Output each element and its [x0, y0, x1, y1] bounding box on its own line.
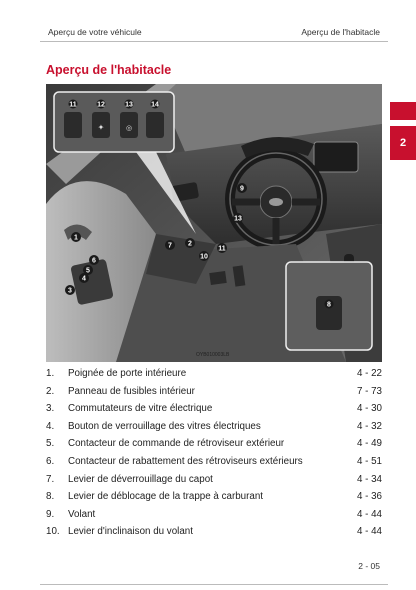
figure-code: OYB010003LB [196, 352, 230, 358]
callout-2: 2 [188, 240, 192, 248]
chapter-tab [390, 102, 416, 176]
center-display [314, 142, 358, 172]
callout-9: 9 [240, 185, 244, 193]
callout-11-b: 11 [218, 245, 226, 253]
callout-13-b: 13 [234, 215, 242, 223]
list-item [46, 401, 382, 419]
item-number: 4. [46, 420, 55, 432]
item-page: 4 - 22 [356, 368, 382, 379]
interior-drawing [46, 84, 382, 362]
item-page: 4 - 32 [356, 420, 382, 432]
interior-illustration [46, 84, 382, 362]
item-number: 3. [46, 403, 55, 415]
list-item [46, 472, 382, 490]
item-name: Commutateurs de vitre électrique [68, 403, 213, 415]
item-name: Levier de déblocage de la trappe à carburant [68, 491, 263, 503]
item-page: 4 - 49 [356, 438, 382, 450]
callout-8: 8 [327, 301, 331, 309]
list-item [46, 524, 382, 542]
item-name: Panneau de fusibles intérieur [68, 385, 195, 397]
callout-13: 13 [125, 101, 133, 109]
chapter-tab-number: 2 [390, 126, 416, 160]
item-page: 4 - 36 [356, 491, 382, 503]
item-number: 9. [46, 508, 55, 520]
svg-text:◎: ◎ [125, 125, 133, 132]
item-name: Levier d'inclinaison du volant [68, 526, 193, 538]
list-item [46, 366, 382, 384]
list-item [46, 436, 382, 454]
list-item [46, 454, 382, 472]
item-name: Poignée de porte intérieure [68, 368, 187, 379]
header-chapter-title: Aperçu de votre véhicule [48, 27, 142, 37]
section-title: Aperçu de l'habitacle [46, 63, 172, 77]
item-page: 4 - 30 [356, 403, 382, 415]
callout-3: 3 [68, 287, 72, 295]
callout-4: 4 [82, 275, 86, 283]
list-item [46, 384, 382, 402]
inset-fuel-lever [286, 262, 372, 350]
item-number: 8. [46, 491, 55, 503]
callout-7: 7 [168, 242, 172, 250]
item-name: Levier de déverrouillage du capot [68, 473, 213, 485]
item-number: 10. [46, 526, 60, 538]
svg-text:✦: ✦ [97, 123, 105, 132]
item-page: 4 - 34 [356, 473, 382, 485]
header-divider [40, 41, 388, 42]
callout-14: 14 [151, 101, 159, 109]
item-page: 4 - 44 [356, 508, 382, 520]
item-name: Bouton de verrouillage des vitres électriques [68, 420, 261, 432]
callout-12: 12 [97, 101, 105, 109]
item-name: Contacteur de rabattement des rétroviseurs extérieurs [68, 455, 303, 467]
chapter-tab-marker [390, 102, 416, 120]
item-page: 7 - 73 [356, 385, 382, 397]
callout-11: 11 [69, 101, 77, 109]
item-page: 4 - 44 [356, 526, 382, 538]
item-number: 5. [46, 438, 55, 450]
list-item [46, 489, 382, 507]
header-section-title: Aperçu de l'habitacle [301, 27, 380, 37]
item-number: 1. [46, 368, 55, 379]
page-header [0, 0, 416, 44]
brake-pedal [209, 271, 227, 285]
callout-6: 6 [92, 257, 96, 265]
item-number: 6. [46, 455, 55, 467]
page-number: 2 - 05 [358, 561, 380, 571]
list-item [46, 507, 382, 525]
item-name: Volant [68, 508, 96, 520]
parts-list [46, 366, 382, 542]
callout-5: 5 [86, 267, 90, 275]
callout-1: 1 [74, 234, 78, 242]
item-number: 2. [46, 385, 55, 397]
callout-10: 10 [200, 253, 208, 261]
item-name: Contacteur de commande de rétroviseur extérieur [68, 438, 285, 450]
list-item [46, 419, 382, 437]
footer-divider [40, 584, 388, 585]
item-page: 4 - 51 [356, 455, 382, 467]
item-number: 7. [46, 473, 55, 485]
